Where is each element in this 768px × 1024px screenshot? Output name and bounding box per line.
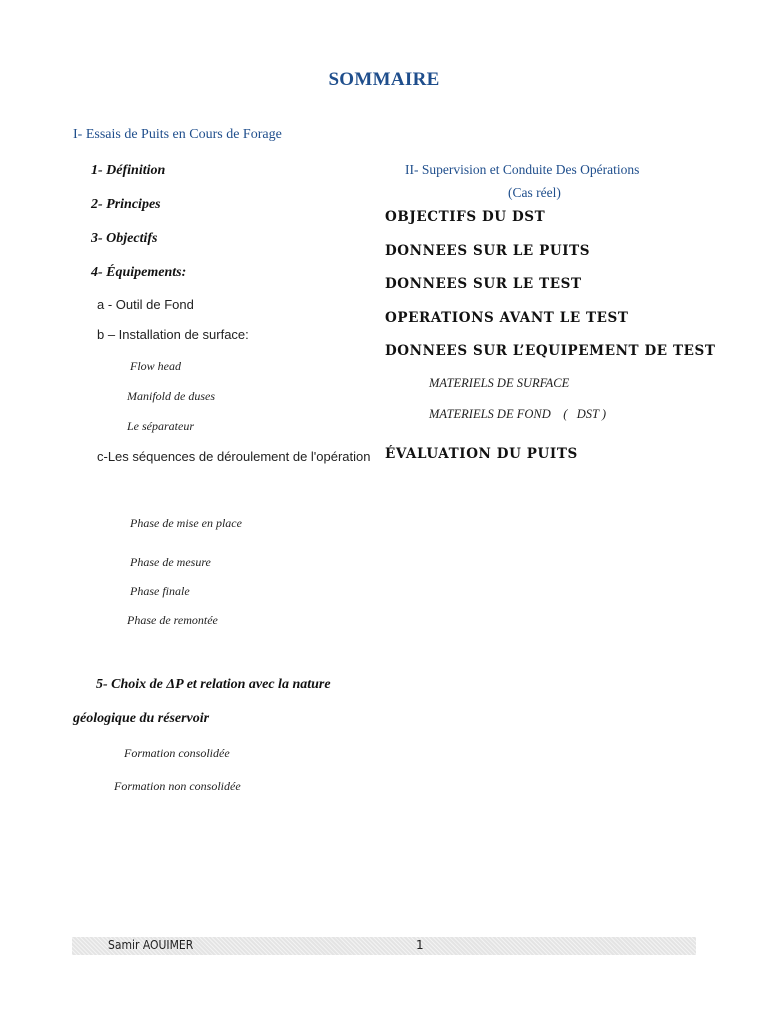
page-title: SOMMAIRE [328, 69, 440, 90]
toc-item-definition: 1- Définition [91, 163, 166, 178]
toc-item-principes: 2- Principes [91, 197, 161, 212]
toc-item-donnees-puits: DONNEES SUR LE PUITS [385, 243, 591, 259]
toc-item-choix-delta-p: 5- Choix de ΔP et relation avec la nature [96, 677, 331, 692]
toc-subitem-installation-surface: b – Installation de surface: [97, 327, 249, 342]
toc-item-objectifs: 3- Objectifs [91, 231, 158, 246]
toc-item-donnees-equipement: DONNEES SUR L’EQUIPEMENT DE TEST [385, 343, 716, 359]
toc-phase-finale: Phase finale [130, 584, 190, 598]
toc-subsubitem-separateur: Le séparateur [127, 419, 194, 433]
toc-item-choix-delta-p-continued: géologique du réservoir [73, 711, 210, 726]
toc-phase-mesure: Phase de mesure [130, 555, 211, 569]
toc-item-donnees-test: DONNEES SUR LE TEST [385, 276, 582, 292]
toc-phase-remontee: Phase de remontée [127, 613, 218, 627]
toc-formation-non-consolidee: Formation non consolidée [114, 779, 241, 793]
toc-subitem-sequences: c-Les séquences de déroulement de l'opération [97, 449, 371, 464]
footer-page-number: 1 [416, 938, 424, 952]
section-1-heading: I- Essais de Puits en Cours de Forage [73, 127, 282, 142]
toc-subitem-outil-de-fond: a - Outil de Fond [97, 297, 194, 312]
toc-item-equipements: 4- Équipements: [91, 265, 187, 280]
toc-subsubitem-flow-head: Flow head [130, 359, 181, 373]
toc-subsubitem-manifold: Manifold de duses [127, 389, 215, 403]
section-2-heading: II- Supervision et Conduite Des Opérations [405, 162, 640, 177]
toc-item-operations-avant-test: OPERATIONS AVANT LE TEST [385, 310, 629, 326]
toc-subitem-materiels-surface: MATERIELS DE SURFACE [429, 376, 570, 390]
toc-item-evaluation-puits: ÉVALUATION DU PUITS [385, 446, 578, 462]
footer-author: Samir AOUIMER [108, 938, 194, 952]
toc-subitem-materiels-fond: MATERIELS DE FOND ( DST ) [429, 407, 607, 421]
toc-phase-mise-en-place: Phase de mise en place [130, 516, 242, 530]
toc-item-objectifs-dst: OBJECTIFS DU DST [385, 209, 546, 225]
section-2-subheading: (Cas réel) [508, 185, 561, 200]
toc-formation-consolidee: Formation consolidée [124, 746, 230, 760]
